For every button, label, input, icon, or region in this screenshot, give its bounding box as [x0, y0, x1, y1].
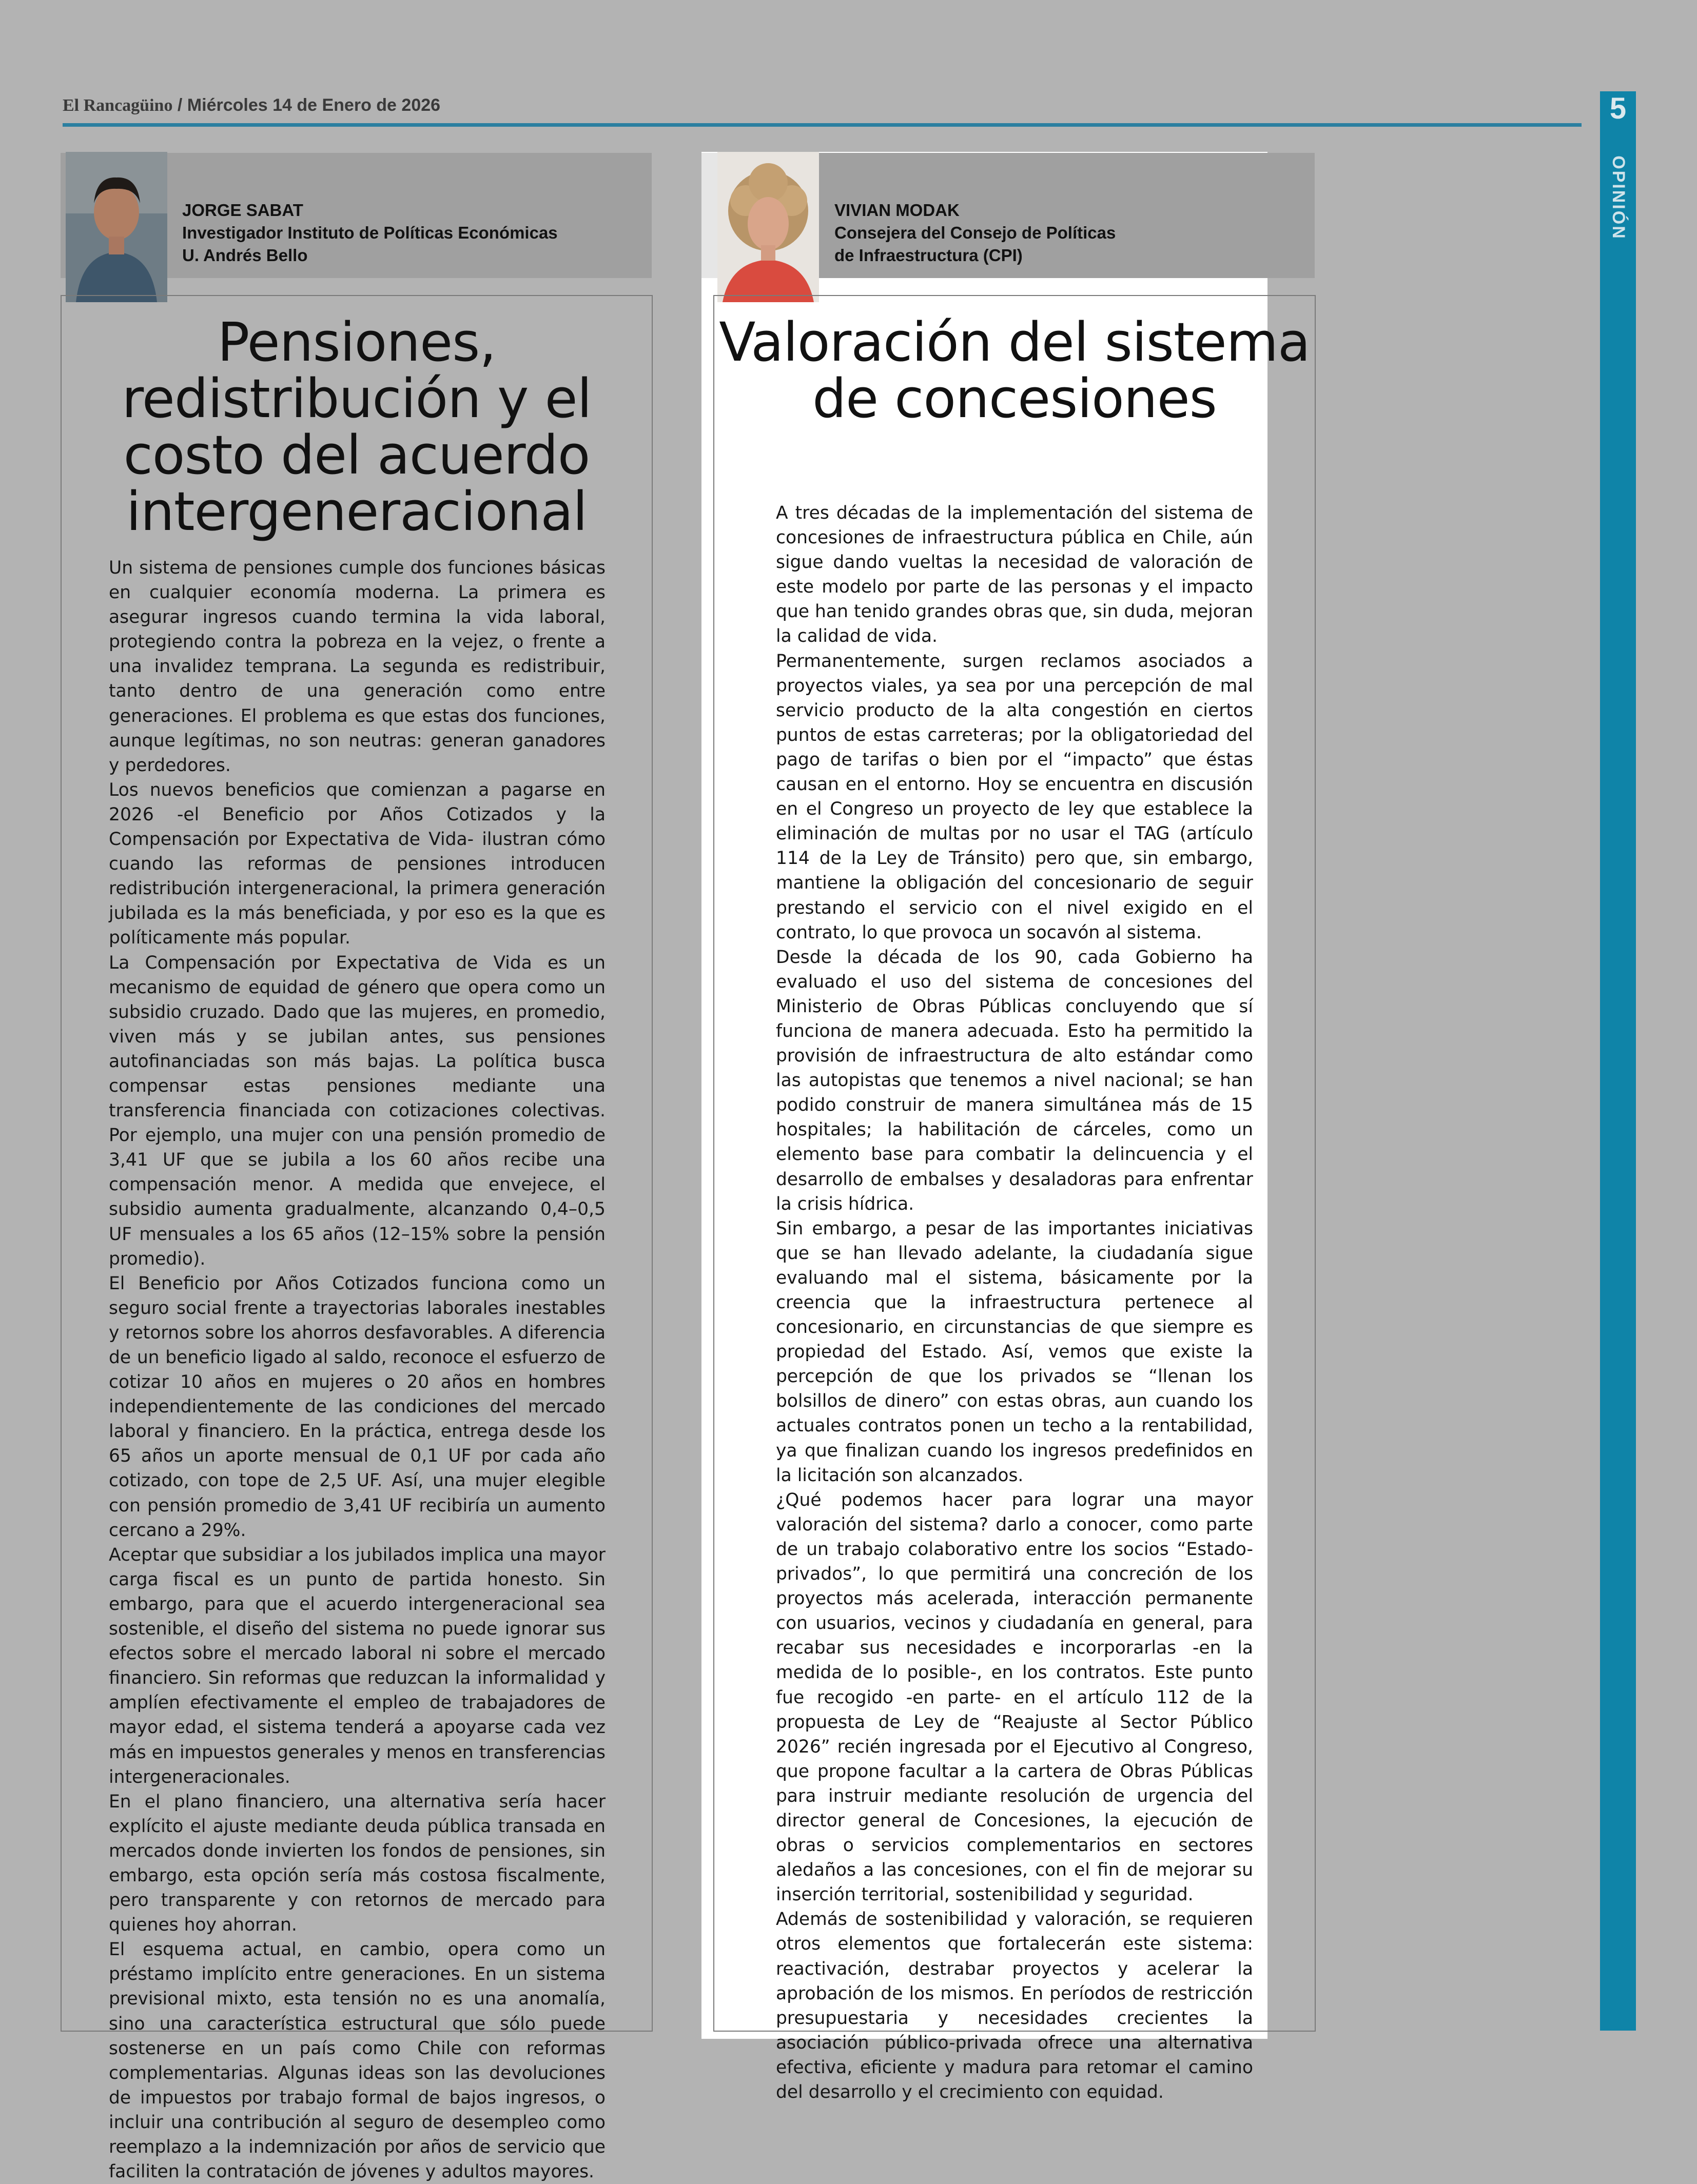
- top-rule: [63, 123, 1582, 127]
- section-sidebar: [1600, 91, 1636, 2031]
- paragraph: Además de sostenibilidad y valoración, se requieren otros elementos que fortalecerán este sistema: reactivación, destrabar proyectos y acelerar la aprobación de los mismos. En períodos de restricción presupuestaria y necesidades crecientes la asociación público-privada ofrece una alternativa efectiva, eficiente y madura para retomar el camino del desarrollo y el crecimiento con equidad.: [776, 1909, 1253, 2102]
- paragraph: Sin embargo, a pesar de las importantes iniciativas que se han llevado adelante, la ciudadanía sigue evaluando mal el sistema, básicamente por la creencia que la infraestructura pertenece al concesionario, en circunstancias de que siempre es propiedad del Estado. Así, vemos que existe la percepción de que los privados se “llenan los bolsillos de dinero” con estas obras, aun cuando los actuales contratos ponen un techo a la rentabilidad, ya que finalizan cuando los ingresos predefinidos en la licitación son alcanzados.: [776, 1218, 1253, 1486]
- paragraph: ¿Qué podemos hacer para lograr una mayor valoración del sistema? darlo a conocer, como parte de un trabajo colaborativo entre los socios “Estado-privados”, lo que permitirá una concreción de los proyectos más acelerada, interacción permanente con usuarios, vecinos y ciudadanía en general, para recabar sus necesidades e incorporarlas -en la medida de lo posible-, en los contratos. Este punto fue recogido -en parte- en el artículo 112 de la propuesta de Ley de “Reajuste al Sector Público 2026” recién ingresada por el Ejecutivo al Congreso, que propone facultar a la cartera de Obras Públicas para instruir mediante resolución de urgencia del director general de Concesiones, la ejecución de obras o servicios complementarios en sectores aledaños a las concesiones, con el fin de mejorar su inserción territorial, sostenibilidad y seguridad.: [776, 1489, 1253, 1905]
- paragraph: Permanentemente, surgen reclamos asociados a proyectos viales, ya sea por una percepción de mal servicio producto de la alta congestión en ciertos puntos de estas carreteras; por la obligatoriedad del pago de tarifas o bien por el “impacto” que éstas causan en el entorno. Hoy se encuentra en discusión en el Congreso un proyecto de ley que establece la eliminación de multas por no usar el TAG (artículo 114 de la Ley de Tránsito) pero que, sin embargo, mantiene la obligación del concesionario de seguir prestando el servicio con el nivel exigido en el contrato, lo que provoca un socavón al sistema.: [776, 651, 1253, 943]
- left-article-body: [109, 556, 606, 2184]
- paragraph: El Beneficio por Años Cotizados funciona como un seguro social frente a trayectorias laborales inestables y retornos sobre los ahorros desfavorables. A diferencia de un beneficio ligado al saldo, reconoce el esfuerzo de cotizar 10 años en mujeres o 20 años en hombres independientemente de las condiciones del mercado laboral y financiero. En la práctica, entrega desde los 65 años un aporte mensual de 0,1 UF por cada año cotizado, con tope de 2,5 UF. Así, una mujer elegible con pensión promedio de 3,41 UF recibiría un aumento cercano a 29%.: [109, 1273, 606, 1541]
- paragraph: Desde la década de los 90, cada Gobierno ha evaluado el uso del sistema de concesiones del Ministerio de Obras Públicas concluyendo que sí funciona de manera adecuada. Esto ha permitido la provisión de infraestructura de alto estándar como las autopistas que tenemos a nivel nacional; se han podido construir de manera simultánea más de 15 hospitales; la habilitación de cárceles, como un elemento base para combatir la delincuencia y el desarrollo de embalses y desaladoras para enfrentar la crisis hídrica.: [776, 947, 1253, 1214]
- paragraph: A tres décadas de la implementación del sistema de concesiones de infraestructura pública en Chile, aún sigue dando vueltas la necesidad de valoración de este modelo por parte de las personas y el impacto que han tenido grandes obras que, sin duda, mejoran la calidad de vida.: [776, 503, 1253, 647]
- author-name: JORGE SABAT: [182, 201, 303, 220]
- paragraph: Un sistema de pensiones cumple dos funciones básicas en cualquier economía moderna. La primera es asegurar ingresos cuando termina la vida laboral, protegiendo contra la pobreza en la vejez, o frente a una invalidez temprana. La segunda es redistribuir, tanto dentro de una generación como entre generaciones. El problema es que estas dos funciones, aunque legítimas, no son neutras: generan ganadores y perdedores.: [109, 558, 606, 776]
- paragraph: En el plano financiero, una alternativa sería hacer explícito el ajuste mediante deuda pública transada en mercados donde invierten los fondos de pensiones, sin embargo, esta opción sería más costosa fiscalmente, pero transparente y con retornos de mercado para quienes hoy ahorran.: [109, 1791, 606, 1936]
- paragraph: El esquema actual, en cambio, opera como un préstamo implícito entre generaciones. En un sistema previsional mixto, esta tensión no es una anomalía, sino una característica estructural que sólo puede sostenerse en un país como Chile con reformas complementarias. Algunas ideas son las devoluciones de impuestos por trabajo formal de bajos ingresos, o incluir una contribución al seguro de desempleo como reemplazo a la indemnización por años de servicio que faciliten la contratación de jóvenes y adultos mayores.: [109, 1939, 606, 2182]
- author-role: Investigador Instituto de Políticas Económicas: [182, 223, 558, 242]
- masthead: [63, 95, 440, 115]
- right-article-body: [776, 501, 1253, 2104]
- author-affiliation: U. Andrés Bello: [182, 246, 308, 265]
- issue-date: Miércoles 14 de Enero de 2026: [187, 95, 441, 115]
- section-label-text: OPINIÓN: [1608, 155, 1628, 240]
- paragraph: La Compensación por Expectativa de Vida es un mecanismo de equidad de género que opera como un subsidio cruzado. Dado que las mujeres, en promedio, viven más y se jubilan antes, sus pensiones autofinanciadas son más bajas. La política busca compensar estas pensiones mediante una transferencia financiada con cotizaciones colectivas. Por ejemplo, una mujer con una pensión promedio de 3,41 UF que se jubila a los 60 años recibe una compensación menor. A medida que envejece, el subsidio aumenta gradualmente, alcanzando 0,4–0,5 UF mensuales a los 65 años (12–15% sobre la pensión promedio).: [109, 952, 606, 1269]
- left-byline: [182, 199, 558, 267]
- author-photo-vivian-modak: [717, 152, 819, 302]
- author-affiliation: de Infraestructura (CPI): [834, 246, 1023, 265]
- paper-name: El Rancagüino: [63, 96, 173, 115]
- masthead-separator: /: [172, 95, 187, 115]
- right-article-title: Valoración del sistema de concesiones: [719, 311, 1310, 430]
- paragraph: Aceptar que subsidiar a los jubilados implica una mayor carga fiscal es un punto de partida honesto. Sin embargo, para que el acuerdo intergeneracional sea sostenible, el diseño del sistema no puede ignorar sus efectos sobre el mercado laboral ni sobre el mercado financiero. Sin reformas que reduzcan la informalidad y amplíen efectivamente el empleo de trabajadores de mayor edad, el sistema tenderá a apoyarse cada vez más en impuestos generales y menos en transferencias intergeneracionales.: [109, 1544, 606, 1787]
- right-byline: [834, 199, 1116, 267]
- section-label: [1600, 154, 1636, 241]
- paragraph: Los nuevos beneficios que comienzan a pagarse en 2026 -el Beneficio por Años Cotizados y la Compensación por Expectativa de Vida- ilustran cómo cuando las reformas de pensiones introducen redistribución intergeneracional, la primera generación jubilada es la más beneficiada, y por eso es la que es políticamente más popular.: [109, 779, 606, 949]
- author-photo-jorge-sabat: [66, 152, 167, 302]
- left-article-title: Pensiones, redistribución y el costo del acuerdo intergeneracional: [122, 311, 592, 543]
- author-role: Consejera del Consejo de Políticas: [834, 223, 1116, 242]
- author-name: VIVIAN MODAK: [834, 201, 960, 220]
- page-number: 5: [1609, 92, 1627, 125]
